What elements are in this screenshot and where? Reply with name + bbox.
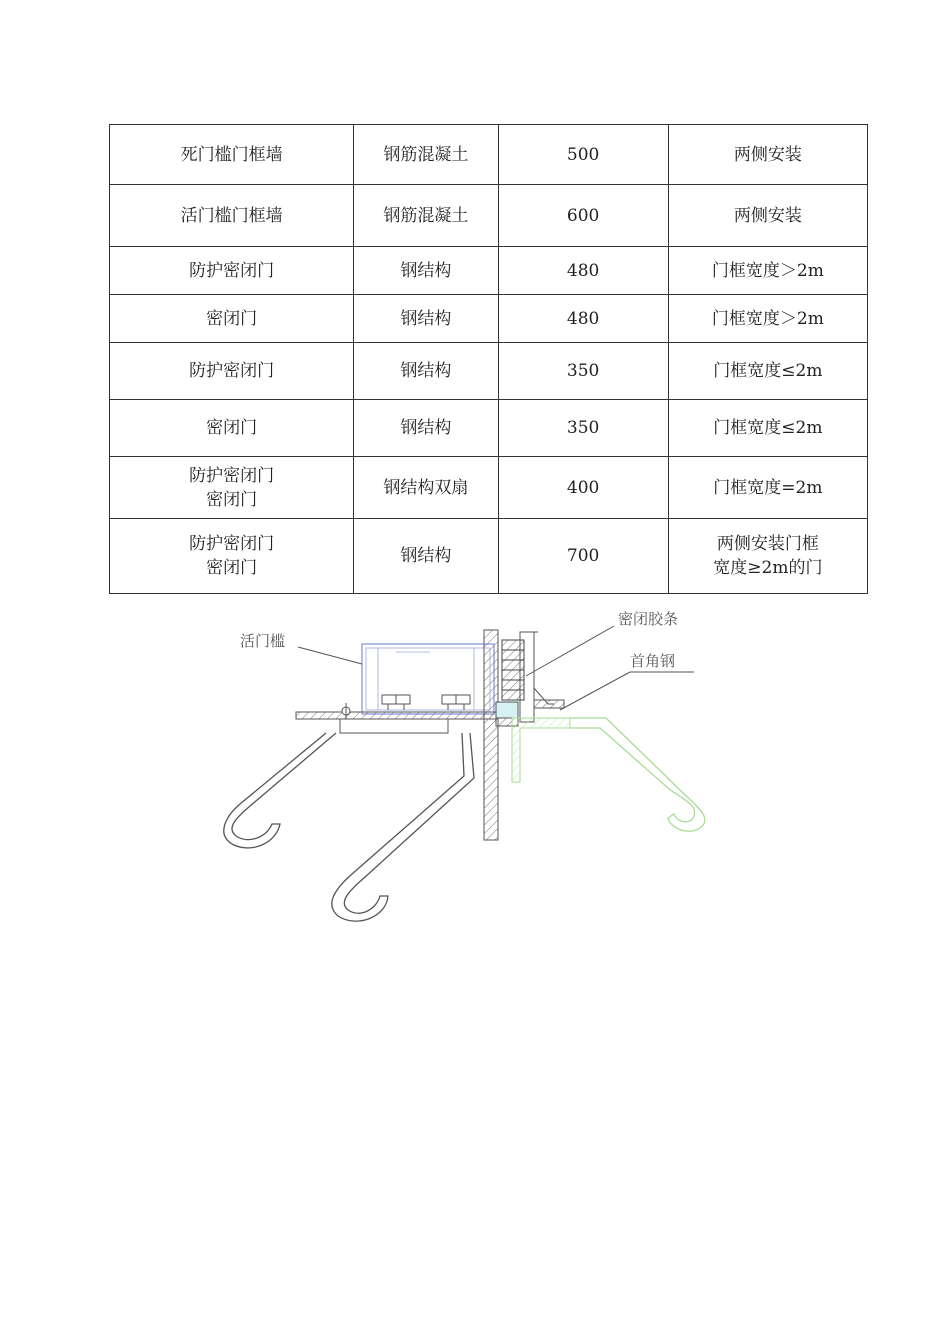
table-cell: 钢结构 [354, 295, 498, 343]
bolt-right [442, 695, 470, 710]
table-cell: 500 [498, 125, 668, 185]
table-cell: 门框宽度=2m [668, 457, 867, 519]
table-cell: 350 [498, 343, 668, 400]
table-cell: 钢结构 [354, 343, 498, 400]
door-frame-diagram [140, 592, 790, 932]
table-cell: 钢结构 [354, 519, 498, 594]
table-cell: 防护密闭门 密闭门 [110, 519, 354, 594]
door-frame-drawing [140, 592, 790, 932]
table-row [110, 125, 868, 185]
table-row [110, 247, 868, 295]
table-cell: 防护密闭门 密闭门 [110, 457, 354, 519]
table-cell: 死门槛门框墙 [110, 125, 354, 185]
table-cell: 两侧安装 [668, 185, 867, 247]
label-threshold: 活门槛 [240, 632, 286, 650]
table-cell: 密闭门 [110, 400, 354, 457]
table-cell: 钢筋混凝土 [354, 125, 498, 185]
table-cell: 门框宽度＞2m [668, 295, 867, 343]
table-cell: 钢结构 [354, 400, 498, 457]
table-cell: 钢结构双扇 [354, 457, 498, 519]
table-cell: 400 [498, 457, 668, 519]
table-cell: 密闭门 [110, 295, 354, 343]
label-seal-strip: 密闭胶条 [618, 610, 679, 628]
table-row [110, 457, 868, 519]
table-cell: 防护密闭门 [110, 247, 354, 295]
table-cell: 门框宽度＞2m [668, 247, 867, 295]
table-cell: 480 [498, 247, 668, 295]
bolt-left [382, 695, 410, 710]
table-row [110, 343, 868, 400]
table-cell: 活门槛门框墙 [110, 185, 354, 247]
table-cell: 门框宽度≤2m [668, 400, 867, 457]
table-cell: 门框宽度≤2m [668, 343, 867, 400]
table-cell: 钢筋混凝土 [354, 185, 498, 247]
table-cell: 钢结构 [354, 247, 498, 295]
table-row [110, 295, 868, 343]
spec-table [109, 124, 868, 594]
table-row [110, 185, 868, 247]
table-cell: 700 [498, 519, 668, 594]
anchor-bar-left [224, 733, 336, 848]
table-row [110, 519, 868, 594]
table-row [110, 400, 868, 457]
table-cell: 两侧安装 [668, 125, 867, 185]
table-cell: 350 [498, 400, 668, 457]
angle-steel-green [512, 718, 705, 831]
anchor-bar-lower [332, 720, 498, 921]
threshold-box [362, 644, 494, 714]
table-cell: 600 [498, 185, 668, 247]
base-plate [296, 703, 496, 733]
table-cell: 480 [498, 295, 668, 343]
label-angle-steel: 首角钢 [630, 652, 676, 670]
table-cell: 两侧安装门框 宽度≥2m的门 [668, 519, 867, 594]
table-cell: 防护密闭门 [110, 343, 354, 400]
